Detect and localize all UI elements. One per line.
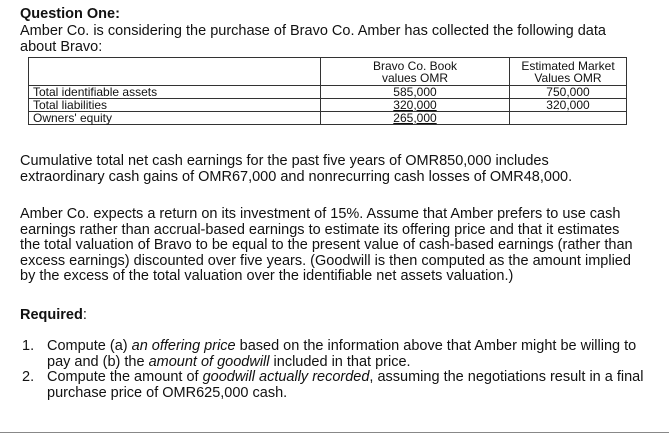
task-text: Compute (a) — [47, 338, 132, 354]
table-row — [29, 86, 627, 99]
task-emphasis: an offering price — [131, 338, 236, 354]
task-text: , assuming the negotiations result in a final purchase price of OMR625,000 cash. — [47, 369, 644, 401]
task-list — [20, 339, 650, 401]
header-book-line2: values OMR — [381, 71, 449, 85]
task-text: based on the information above that Amber might be willing to pay and (b) the — [47, 338, 637, 370]
header-market-values — [510, 58, 627, 86]
row-market-value: 750,000 — [510, 86, 627, 99]
task-emphasis: amount of goodwill — [148, 353, 270, 370]
row-label: Total liabilities — [29, 99, 321, 112]
table-row — [29, 99, 627, 112]
header-book-values — [321, 58, 510, 86]
required-heading — [20, 307, 87, 323]
row-label: Total identifiable assets — [29, 86, 321, 99]
row-label: Owners' equity — [29, 112, 321, 125]
header-market-line1: Estimated Market — [521, 59, 615, 73]
header-market-line2: Values OMR — [534, 71, 602, 85]
row-book-value: 585,000 — [321, 86, 510, 99]
question-title: Question One: — [20, 6, 120, 22]
task-text: Compute the amount of — [47, 369, 203, 386]
required-label: Required — [20, 307, 83, 323]
row-book-value: 320,000 — [393, 98, 437, 112]
row-book-value: 265,000 — [393, 111, 437, 125]
task-emphasis: goodwill actually recorded — [202, 369, 370, 386]
required-colon: : — [82, 307, 87, 323]
page-divider — [0, 432, 669, 433]
earnings-paragraph: Cumulative total net cash earnings for the past five years of OMR850,000 includes extraordinary cash gains of OMR67,000 and nonrecurring cash losses of OMR48,000. — [20, 153, 573, 185]
table-row — [29, 112, 627, 125]
list-item — [20, 370, 650, 401]
task-number: 1. — [22, 338, 35, 354]
task-text: included in that price. — [269, 353, 411, 370]
row-market-value: 320,000 — [510, 99, 627, 112]
intro-text: Amber Co. is considering the purchase of Bravo Co. Amber has collected the following data about Bravo: — [20, 23, 606, 55]
table-header-blank — [29, 58, 321, 86]
task-number: 2. — [22, 369, 35, 386]
header-book-line1: Bravo Co. Book — [372, 59, 458, 73]
assumptions-paragraph: Amber Co. expects a return on its investment of 15%. Assume that Amber prefers to use cash earnings rather than accrual-based earnings to estimate its offering price and that it estimates the total valuation of Bravo to be equal to the present value of cash-based earnings (rather than excess earnings) discounted over five years. (Goodwill is then computed as the amount implied by the excess of the total valuation over the identifiable net assets valuation.) — [20, 206, 633, 285]
list-item — [20, 339, 650, 370]
row-market-value — [510, 112, 627, 125]
valuation-table — [28, 57, 627, 125]
table-header-row — [29, 58, 627, 86]
